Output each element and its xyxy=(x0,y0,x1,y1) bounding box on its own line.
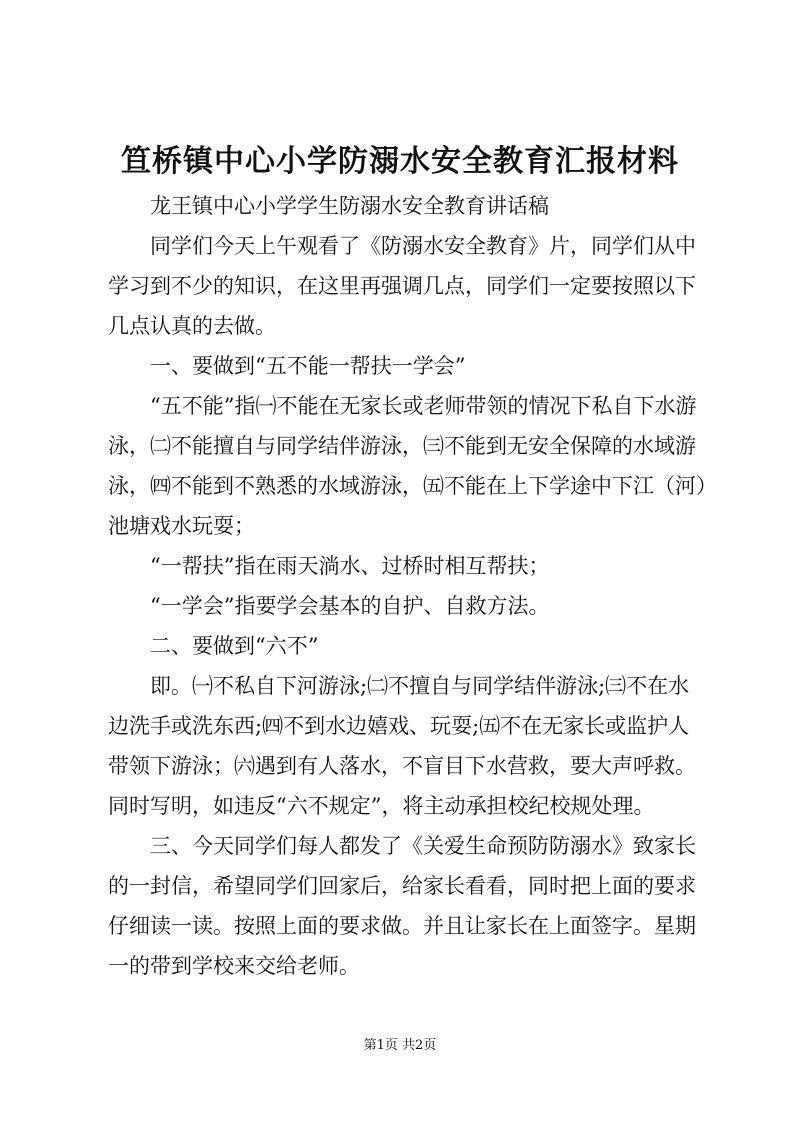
intro-paragraph: 同学们今天上午观看了《防溺水安全教育》片，同学们从中学习到不少的知识，在这里再强调几点，同学们一定要按照以下几点认真的去做。 xyxy=(108,234,696,338)
one-help-paragraph: “一帮扶”指在雨天淌水、过桥时相互帮扶； xyxy=(150,554,550,578)
section-one-heading: 一、要做到“五不能一帮扶一学会” xyxy=(150,354,466,378)
five-cannot-paragraph: “五不能”指㈠不能在无家长或老师带领的情况下私自下水游泳，㈡不能擅自与同学结伴游泳，㈢不能到无安全保障的水域游泳，㈣不能到不熟悉的水域游泳，㈤不能在上下学途中下江（河）池塘戏水玩耍； xyxy=(108,394,707,538)
document-title: 笪桥镇中心小学防溺水安全教育汇报材料 xyxy=(121,144,679,179)
page-number: 第1页 共2页 xyxy=(363,1038,437,1053)
speech-subtitle: 龙王镇中心小学学生防溺水安全教育讲话稿 xyxy=(150,194,549,218)
document-body xyxy=(108,186,708,986)
section-two-heading: 二、要做到“六不” xyxy=(150,634,319,658)
six-not-paragraph: 即。㈠不私自下河游泳;㈡不擅自与同学结伴游泳;㈢不在水边洗手或洗东西;㈣不到水边嬉戏、玩耍;㈤不在无家长或监护人带领下游泳；㈥遇到有人落水，不盲目下水营救，要大声呼救。同时写明，如违反“六不规定”，将主动承担校纪校规处理。 xyxy=(108,674,696,818)
section-three-paragraph: 三、今天同学们每人都发了《关爱生命预防防溺水》致家长的一封信，希望同学们回家后，给家长看看，同时把上面的要求仔细读一读。按照上面的要求做。并且让家长在上面签字。星期一的带到学校来交给老师。 xyxy=(108,834,696,978)
one-learn-paragraph: “一学会”指要学会基本的自护、自救方法。 xyxy=(150,594,550,618)
